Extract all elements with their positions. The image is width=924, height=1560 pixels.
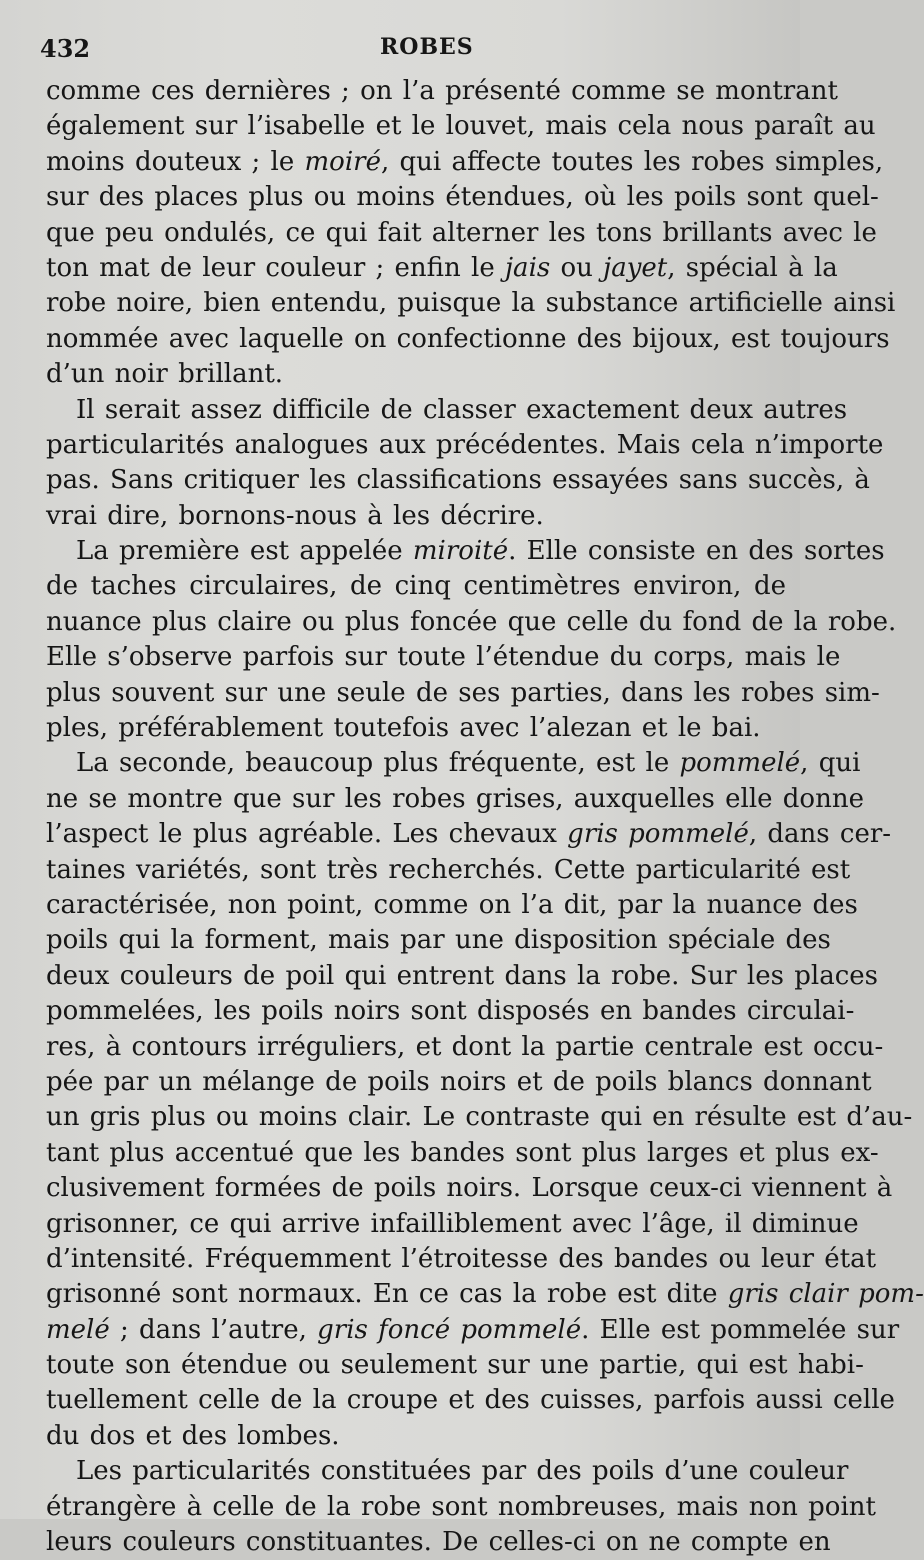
text-run: ton mat de leur couleur ; enfin le [46,252,505,283]
text-run: tant plus accentué que les bandes sont plus larges et plus ex- [46,1137,879,1168]
text-run: d’intensité. Fréquemment l’étroitesse des bandes ou leur état [46,1243,877,1274]
text-line [46,994,855,1029]
italic-term: moiré [304,146,381,177]
text-run: l’aspect le plus agréable. Les chevaux [46,819,568,850]
text-line [46,1242,877,1277]
text-run: clusivement formées de poils noirs. Lorsque ceux-ci viennent à [46,1173,893,1204]
text-line [46,499,786,534]
text-run: Les particularités constituées par des poils d’une couleur [76,1456,849,1487]
text-run: ; dans l’autre, [109,1314,318,1345]
text-run: comme ces dernières ; on l’a présenté comme se montrant [46,76,838,106]
text-line [46,286,896,321]
italic-term: melé [46,1314,110,1345]
text-run: sur des places plus ou moins étendues, où les poils sont quel- [46,182,879,213]
text-run: vrai dire, bornons-nous à les décrire. [46,500,544,531]
text-line [46,1525,831,1560]
text-run: leurs couleurs constituantes. De celles-ci on ne compte en [46,1527,831,1558]
text-line [46,1419,786,1454]
text-run: grisonné sont normaux. En ce cas la robe est dite [46,1279,728,1310]
italic-term: gris pommelé [567,819,749,850]
text-line [46,1100,913,1135]
text-line [46,959,878,994]
page-header [0,30,800,70]
text-line [46,782,864,817]
text-line [46,1030,884,1065]
text-line [46,605,897,640]
text-run: ou [550,252,604,283]
text-run: également sur l’isabelle et le louvet, mais cela nous paraît au [46,111,876,142]
text-run: robe noire, bien entendu, puisque la substance artificielle ainsi [46,288,896,319]
text-run: , qui [800,748,861,779]
page-number: 432 [40,34,91,63]
text-run: ne se montre que sur les robes grises, auxquelles elle donne [46,783,864,814]
text-line [46,109,876,144]
text-line [46,640,841,675]
text-line [46,569,786,604]
text-line [46,676,880,711]
text-line [46,216,877,251]
text-line [46,393,848,428]
text-run: nommée avec laquelle on confectionne des bijoux, est toujours [46,323,890,354]
text-run: taines variétés, sont très recherchés. Cette particularité est [46,854,851,885]
text-run: , spécial à la [667,252,838,283]
text-run: d’un noir brillant. [46,359,284,390]
text-line [46,1348,864,1383]
text-line [46,322,890,357]
text-line [46,923,831,958]
text-run: pas. Sans critiquer les classifications essayées sans succès, à [46,465,870,496]
text-run: res, à contours irréguliers, et dont la partie centrale est occu- [46,1031,884,1062]
italic-term: gris clair pom- [727,1279,924,1310]
body-text [46,74,924,1560]
text-line [46,1065,872,1100]
text-run: toute son étendue ou seulement sur une partie, qui est habi- [46,1350,864,1381]
text-run: moins douteux ; le [46,146,305,177]
text-run: du dos et des lombes. [46,1420,340,1451]
text-line [46,463,870,498]
text-run: , qui affecte toutes les robes simples, [380,146,884,177]
text-run: , dans cer- [748,819,892,850]
text-line [46,746,861,781]
text-run: étrangère à celle de la robe sont nombreuses, mais non point [46,1491,876,1522]
text-run: deux couleurs de poil qui entrent dans la robe. Sur les places [46,960,878,991]
text-run: pommelées, les poils noirs sont disposés en bandes circulai- [46,996,855,1027]
text-run: que peu ondulés, ce qui fait alterner les tons brillants avec le [46,217,877,248]
text-run: nuance plus claire ou plus foncée que celle du fond de la robe. [46,606,897,637]
italic-term: jais [505,252,551,283]
text-line [46,74,838,109]
text-line [46,1383,895,1418]
text-run: caractérisée, non point, comme on l’a dit, par la nuance des [46,889,858,920]
text-run: particularités analogues aux précédentes. Mais cela n’importe [46,429,884,460]
text-line [46,1207,859,1242]
text-run: La seconde, beaucoup plus fréquente, est le [76,748,680,779]
text-line [46,1171,893,1206]
text-line [46,711,786,746]
text-run: grisonner, ce qui arrive infailliblement avec l’âge, il diminue [46,1208,859,1239]
text-line [46,888,858,923]
text-run: Il serait assez difficile de classer exactement deux autres [76,394,848,425]
italic-term: jayet [603,252,668,283]
text-run: . Elle est pommelée sur [581,1314,900,1345]
text-line [46,534,885,569]
text-run: de taches circulaires, de cinq centimètres environ, de [46,571,786,602]
text-line [46,1136,879,1171]
text-run: plus souvent sur une seule de ses parties, dans les robes sim- [46,677,880,708]
text-line [46,1454,849,1489]
text-line [46,1490,876,1525]
text-run: un gris plus ou moins clair. Le contraste qui en résulte est d’au- [46,1102,913,1133]
text-line [46,817,892,852]
italic-term: miroité [412,536,509,567]
text-line [46,357,786,392]
text-run: tuellement celle de la croupe et des cuisses, parfois aussi celle [46,1385,895,1416]
text-line [46,251,838,286]
text-run: ples, préférablement toutefois avec l’alezan et le bai. [46,713,761,744]
text-run: La première est appelée [76,536,413,567]
italic-term: pommelé [679,748,801,779]
text-line [46,1277,924,1312]
text-line [46,145,884,180]
running-title: ROBES [380,34,474,60]
text-line [46,1313,900,1348]
text-run: . Elle consiste en des sortes [508,536,885,567]
text-line [46,428,884,463]
text-run: poils qui la forment, mais par une disposition spéciale des [46,925,831,956]
text-run: pée par un mélange de poils noirs et de poils blancs donnant [46,1066,872,1097]
text-line [46,853,851,888]
italic-term: gris foncé pommelé [317,1314,582,1345]
text-line [46,180,879,215]
text-run: Elle s’observe parfois sur toute l’étendue du corps, mais le [46,642,841,673]
